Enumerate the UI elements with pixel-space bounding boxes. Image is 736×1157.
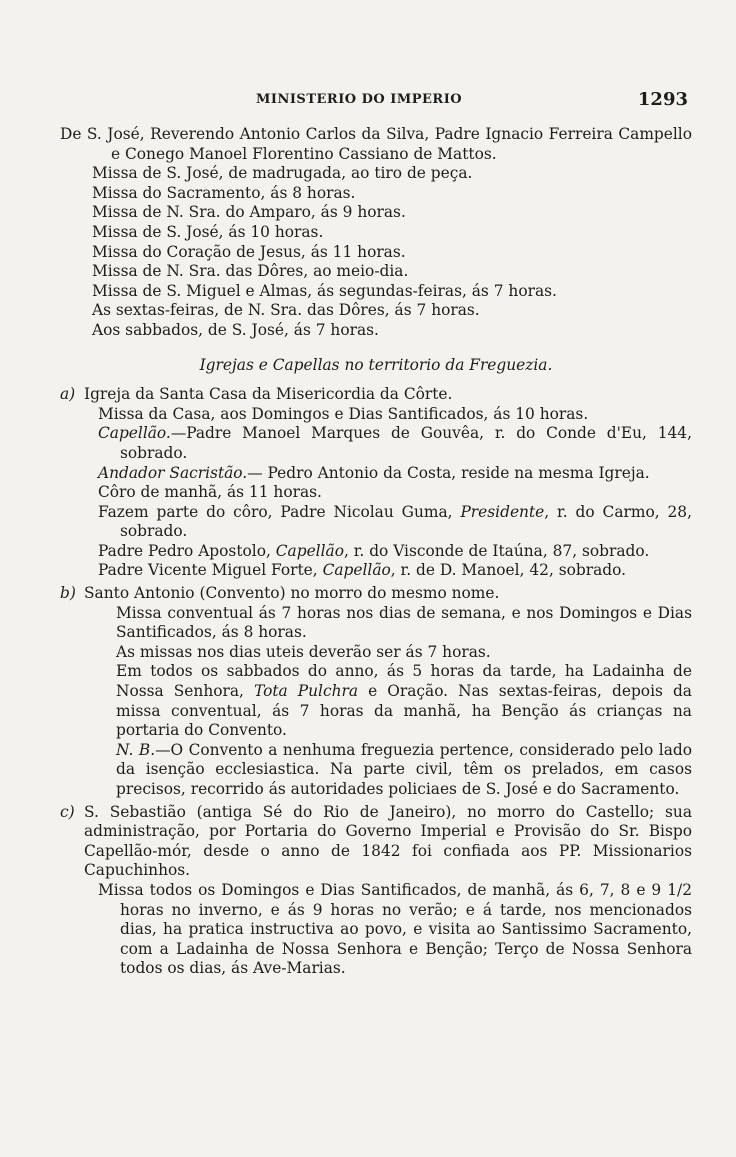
section-heading: Igrejas e Capellas no territorio da Freguezia.: [199, 355, 553, 374]
andador-line: [84, 464, 692, 484]
mass-item: Missa do Sacramento, ás 8 horas.: [92, 183, 356, 202]
fazem-text: Fazem parte do côro, Padre Nicolau Guma,: [98, 502, 453, 521]
entry-mass: Missa conventual ás 7 horas nos dias de semana, e nos Domingos e Dias Santificados, ás 8 horas.: [116, 603, 692, 642]
vicente-address: , r. de D. Manoel, 42, sobrado.: [390, 561, 627, 580]
nb-line: [84, 741, 692, 800]
mass-item: Missa de N. Sra. das Dôres, ao meio-dia.: [92, 262, 409, 281]
entry-title: S. Sebastião (antiga Sé do Rio de Janeiro), no morro do Castello; sua administração, por Portaria do Governo Imperial e Provisão do Sr. Bispo Capellão-mór, desde o anno de 1842 foi confiada aos PP. Missionarios Capuchinhos.: [84, 802, 692, 880]
mass-item: Missa de S. Miguel e Almas, ás segundas-feiras, ás 7 horas.: [92, 281, 557, 300]
entry-mass: Missa todos os Domingos e Dias Santificados, de manhã, ás 6, 7, 8 e 9 1/2 horas no inverno, e ás 9 horas no verão; e á tarde, nos mencionados dias, ha pratica instructiva ao povo, e visita ao Santissimo Sacramento, com a Ladainha de Nossa Senhora e Benção; Terço de Nossa Senhora todos os dias, ás Ave-Marias.: [98, 880, 692, 978]
entry-marker: a): [60, 385, 76, 404]
sabbados-rest: e Oração. Nas sextas-feiras, depois da missa conventual, ás 7 horas da manhã, ha Benção ás crianças na portaria do Convento.: [116, 682, 692, 740]
capellao-line: [84, 424, 692, 463]
sabbados-line: [84, 662, 692, 740]
fazem-role: Presidente: [460, 502, 545, 521]
andador-label: Andador Sacristão.: [98, 463, 248, 482]
mass-item: Aos sabbados, de S. José, ás 7 horas.: [92, 320, 379, 339]
capellao-text: —Padre Manoel Marques de Gouvêa, r. do Conde d'Eu, 144, sobrado.: [120, 424, 692, 462]
entry-marker: c): [60, 802, 75, 821]
entry-title: Santo Antonio (Convento) no morro do mesmo nome.: [84, 584, 500, 603]
page-header: [60, 89, 688, 116]
entry-c: [60, 803, 692, 979]
pedro-role: Capellão: [275, 541, 344, 560]
running-title: MINISTERIO DO IMPERIO: [256, 92, 463, 107]
coro-line: Côro de manhã, ás 11 horas.: [98, 483, 322, 502]
mass-item: Missa de S. José, ás 10 horas.: [92, 222, 324, 241]
pedro-address: , r. do Visconde de Itaúna, 87, sobrado.: [343, 541, 650, 560]
tota-pulchra: Tota Pulchra: [254, 682, 359, 701]
page-number: 1293: [637, 89, 688, 110]
vicente-role: Capellão: [322, 561, 391, 580]
mass-item: Missa do Coração de Jesus, ás 11 horas.: [92, 242, 406, 261]
entry-a: [60, 385, 692, 581]
uteis-line: As missas nos dias uteis deverão ser ás 7 horas.: [116, 642, 491, 661]
nb-label: N. B.: [116, 740, 156, 759]
entry-marker: b): [60, 584, 76, 603]
capellao-label: Capellão.: [98, 424, 171, 443]
andador-text: — Pedro Antonio da Costa, reside na mesma Igreja.: [247, 463, 650, 482]
mass-list: [60, 164, 692, 340]
vicente-line: [84, 561, 692, 581]
nb-text: —O Convento a nenhuma freguezia pertence, considerado pelo lado da isenção ecclesiastica. Na parte civil, têm os prelados, em casos precisos, recorrido ás autoridades policiaes de S. José e do Sacramento.: [116, 740, 692, 798]
pedro-line: [84, 542, 692, 562]
entry-mass: Missa da Casa, aos Domingos e Dias Santificados, ás 10 horas.: [98, 404, 589, 423]
mass-item: As sextas-feiras, de N. Sra. das Dôres, ás 7 horas.: [92, 301, 480, 320]
sabbados-text: Em todos os sabbados do anno, ás 5 horas da tarde, ha Ladainha de Nossa Senhora,: [116, 662, 692, 701]
pedro-text: Padre Pedro Apostolo,: [98, 541, 271, 560]
entry-title: Igreja da Santa Casa da Misericordia da Côrte.: [84, 385, 453, 404]
fazem-address: , r. do Carmo, 28, sobrado.: [120, 502, 692, 541]
mass-item: Missa de S. José, de madrugada, ao tiro de peça.: [92, 164, 473, 183]
mass-item: Missa de N. Sra. do Amparo, ás 9 horas.: [92, 203, 406, 222]
entry-b: [60, 584, 692, 800]
intro-lead: De S. José, Reverendo Antonio Carlos da Silva, Padre Ignacio Ferreira Campello e Conego Manoel Florentino Cassiano de Mattos.: [60, 125, 692, 163]
page-body: [60, 125, 692, 979]
fazem-line: [84, 503, 692, 542]
vicente-text: Padre Vicente Miguel Forte,: [98, 561, 318, 580]
